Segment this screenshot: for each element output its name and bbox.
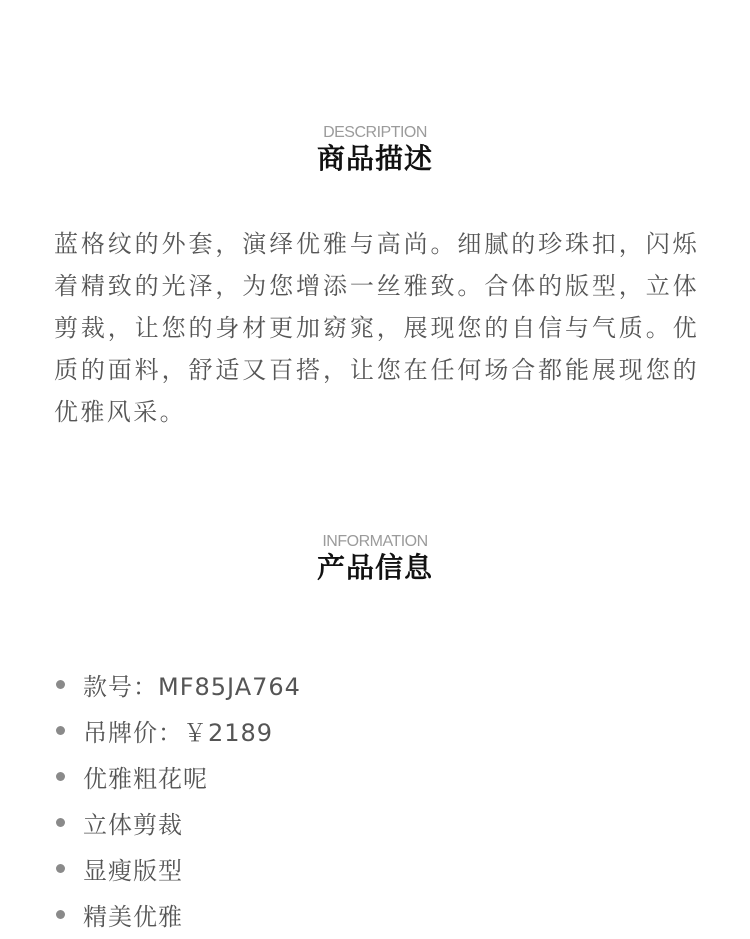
description-zh-title: 商品描述: [316, 142, 433, 175]
information-en-title: INFORMATION: [322, 533, 428, 550]
bullet-icon: [56, 910, 65, 919]
bullet-icon: [56, 680, 65, 689]
description-text: 蓝格纹的外套，演绎优雅与高尚。细腻的珍珠扣，闪烁着精致的光泽，为您增添一丝雅致。合体的版型，立体剪裁，让您的身材更加窈窕，展现您的自信与气质。优质的面料，舒适又百搭，让您在任何场合都能展现您的优雅风采。: [54, 230, 699, 426]
list-item-text: 精美优雅: [83, 902, 183, 931]
bullet-icon: [56, 726, 65, 735]
list-item-text: 吊牌价：￥2189: [83, 718, 274, 747]
list-item: [56, 661, 301, 707]
bullet-icon: [56, 818, 65, 827]
list-item-text: 优雅粗花呢: [83, 764, 208, 793]
description-en-title: DESCRIPTION: [323, 124, 427, 141]
list-item: [56, 753, 301, 799]
description-header: [0, 124, 750, 176]
list-item-text: 显瘦版型: [83, 856, 183, 885]
information-list: [56, 661, 301, 937]
list-item: [56, 845, 301, 891]
list-item-text: 立体剪裁: [83, 810, 183, 839]
list-item: [56, 707, 301, 753]
information-zh-title: 产品信息: [316, 551, 433, 584]
information-header: [0, 533, 750, 585]
list-item-text: 款号：MF85JA764: [83, 672, 301, 701]
bullet-icon: [56, 772, 65, 781]
list-item: [56, 799, 301, 845]
bullet-icon: [56, 864, 65, 873]
list-item: [56, 891, 301, 937]
